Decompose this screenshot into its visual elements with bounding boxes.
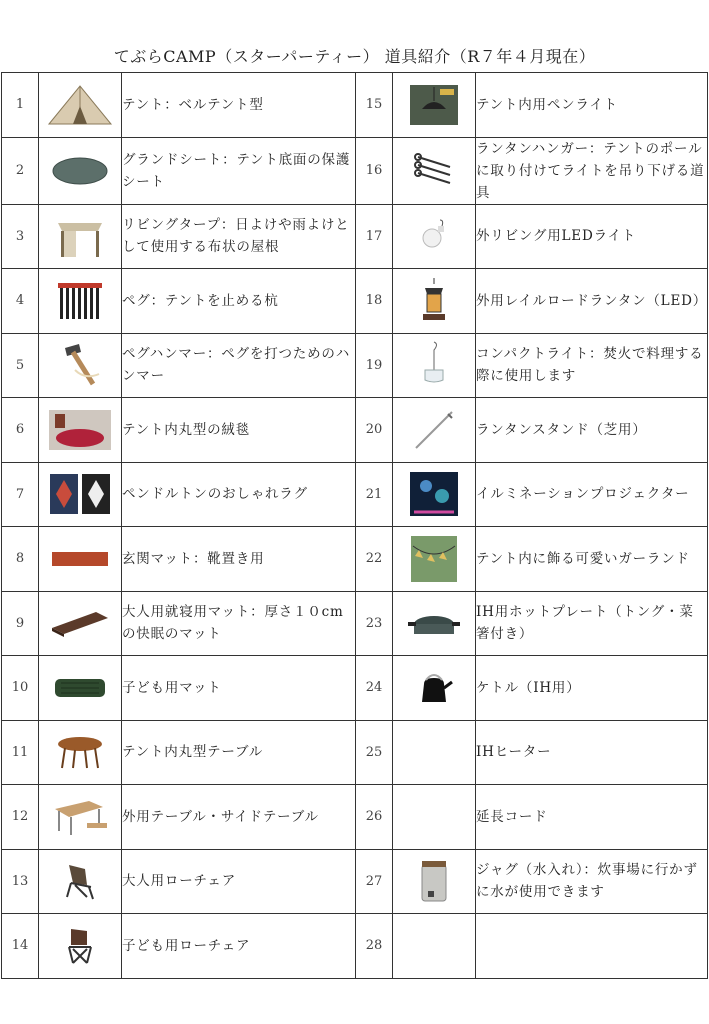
garland-icon (411, 536, 457, 582)
item-description: 玄関マット：靴置き用 (122, 527, 356, 592)
item-description: イルミネーションプロジェクター (476, 462, 708, 527)
item-description: 外用テーブル・サイドテーブル (122, 785, 356, 850)
table-row (2, 656, 708, 721)
table-row (2, 204, 708, 269)
item-number: 24 (356, 656, 393, 721)
item-description: コンパクトライト：焚火で料理する際に使用します (476, 333, 708, 398)
item-description: テント内用ペンライト (476, 73, 708, 138)
table-row (2, 591, 708, 656)
compact-light-icon (419, 340, 449, 390)
item-description: IH用ホットプレート（トング・菜箸付き） (476, 591, 708, 656)
item-number: 15 (356, 73, 393, 138)
peg-hammer-icon (55, 340, 105, 390)
item-number: 5 (2, 333, 39, 398)
item-description: ケトル（IH用） (476, 656, 708, 721)
item-number: 25 (356, 720, 393, 785)
ground-sheet-icon (50, 154, 110, 188)
item-image-cell (393, 137, 476, 204)
hot-plate-icon (408, 606, 460, 640)
pendleton-rug-icon (48, 472, 112, 516)
item-number: 18 (356, 269, 393, 334)
item-number: 20 (356, 398, 393, 463)
item-image-cell (39, 785, 122, 850)
item-description: 延長コード (476, 785, 708, 850)
round-table-icon (55, 732, 105, 772)
round-carpet-icon (49, 410, 111, 450)
item-image-cell (393, 204, 476, 269)
item-image-cell (39, 462, 122, 527)
item-number: 12 (2, 785, 39, 850)
table-row (2, 333, 708, 398)
table-row (2, 462, 708, 527)
led-bulb-icon (414, 216, 454, 256)
item-image-cell (39, 591, 122, 656)
item-description: リビングタープ：日よけや雨よけとして使用する布状の屋根 (122, 204, 356, 269)
item-number: 6 (2, 398, 39, 463)
item-number: 7 (2, 462, 39, 527)
item-image-cell (39, 914, 122, 979)
item-image-cell (39, 656, 122, 721)
item-image-cell (393, 849, 476, 914)
table-row (2, 914, 708, 979)
pendant-light-icon (410, 85, 458, 125)
item-number: 26 (356, 785, 393, 850)
item-number: 27 (356, 849, 393, 914)
item-image-cell (39, 137, 122, 204)
item-description: テント内丸型の絨毯 (122, 398, 356, 463)
table-row (2, 720, 708, 785)
table-row (2, 785, 708, 850)
item-number: 3 (2, 204, 39, 269)
item-number: 19 (356, 333, 393, 398)
item-number: 13 (2, 849, 39, 914)
water-jug-icon (414, 857, 454, 905)
item-image-cell (39, 333, 122, 398)
item-description: 大人用就寝用マット：厚さ１０cmの快眠のマット (122, 591, 356, 656)
air-mattress-icon (51, 673, 109, 703)
item-image-cell (393, 656, 476, 721)
item-description: 子ども用マット (122, 656, 356, 721)
item-description: テント内に飾る可愛いガーランド (476, 527, 708, 592)
item-number: 9 (2, 591, 39, 656)
item-description: ペンドルトンのおしゃれラグ (122, 462, 356, 527)
item-image-cell (393, 591, 476, 656)
item-number: 23 (356, 591, 393, 656)
projector-icon (410, 472, 458, 516)
item-image-cell (39, 204, 122, 269)
item-number: 8 (2, 527, 39, 592)
lantern-hanger-icon (412, 151, 456, 191)
item-number: 4 (2, 269, 39, 334)
item-description: グランドシート：テント底面の保護シート (122, 137, 356, 204)
item-image-cell (393, 462, 476, 527)
item-description: ペグ：テントを止める杭 (122, 269, 356, 334)
railroad-lantern-icon (417, 276, 451, 326)
item-image-cell (39, 720, 122, 785)
item-image-cell (39, 398, 122, 463)
item-description (476, 914, 708, 979)
living-tarp-icon (52, 213, 108, 259)
table-row (2, 398, 708, 463)
table-row (2, 73, 708, 138)
item-image-cell (393, 269, 476, 334)
item-description: 外用レイルロードランタン（LED） (476, 269, 708, 334)
item-description: 大人用ローチェア (122, 849, 356, 914)
item-description: 外リビング用LEDライト (476, 204, 708, 269)
item-number: 1 (2, 73, 39, 138)
item-description: テント：ベルテント型 (122, 73, 356, 138)
table-row (2, 269, 708, 334)
lantern-stand-icon (410, 408, 458, 452)
entrance-mat-icon (50, 549, 110, 569)
item-number: 11 (2, 720, 39, 785)
low-chair-icon (63, 861, 97, 901)
item-image-cell (393, 333, 476, 398)
sleeping-mat-icon (48, 608, 112, 638)
item-image-cell (39, 269, 122, 334)
item-image-cell (393, 914, 476, 979)
table-row (2, 849, 708, 914)
table-row (2, 137, 708, 204)
item-number: 22 (356, 527, 393, 592)
item-description: ランタンスタンド（芝用） (476, 398, 708, 463)
item-image-cell (393, 398, 476, 463)
item-number: 17 (356, 204, 393, 269)
item-description: ペグハンマー：ペグを打つためのハンマー (122, 333, 356, 398)
item-number: 21 (356, 462, 393, 527)
item-image-cell (393, 720, 476, 785)
kettle-icon (414, 668, 454, 708)
item-image-cell (393, 73, 476, 138)
item-number: 2 (2, 137, 39, 204)
kids-chair-icon (63, 925, 97, 967)
item-description: ランタンハンガー：テントのポールに取り付けてライトを吊り下げる道具 (476, 137, 708, 204)
item-description: テント内丸型テーブル (122, 720, 356, 785)
item-image-cell (39, 527, 122, 592)
equipment-table (1, 72, 708, 979)
item-image-cell (393, 527, 476, 592)
item-number: 28 (356, 914, 393, 979)
item-image-cell (393, 785, 476, 850)
item-description: 子ども用ローチェア (122, 914, 356, 979)
item-description: ジャグ（水入れ）：炊事場に行かずに水が使用できます (476, 849, 708, 914)
item-image-cell (39, 73, 122, 138)
bell-tent-icon (43, 80, 117, 130)
table-row (2, 527, 708, 592)
page-title: てぶらCAMP（スターパーティー） 道具紹介（R７年４月現在） (113, 47, 596, 66)
item-number: 10 (2, 656, 39, 721)
tent-peg-icon (56, 279, 104, 323)
outdoor-table-icon (49, 795, 111, 839)
item-description: IHヒーター (476, 720, 708, 785)
item-image-cell (39, 849, 122, 914)
item-number: 16 (356, 137, 393, 204)
item-number: 14 (2, 914, 39, 979)
